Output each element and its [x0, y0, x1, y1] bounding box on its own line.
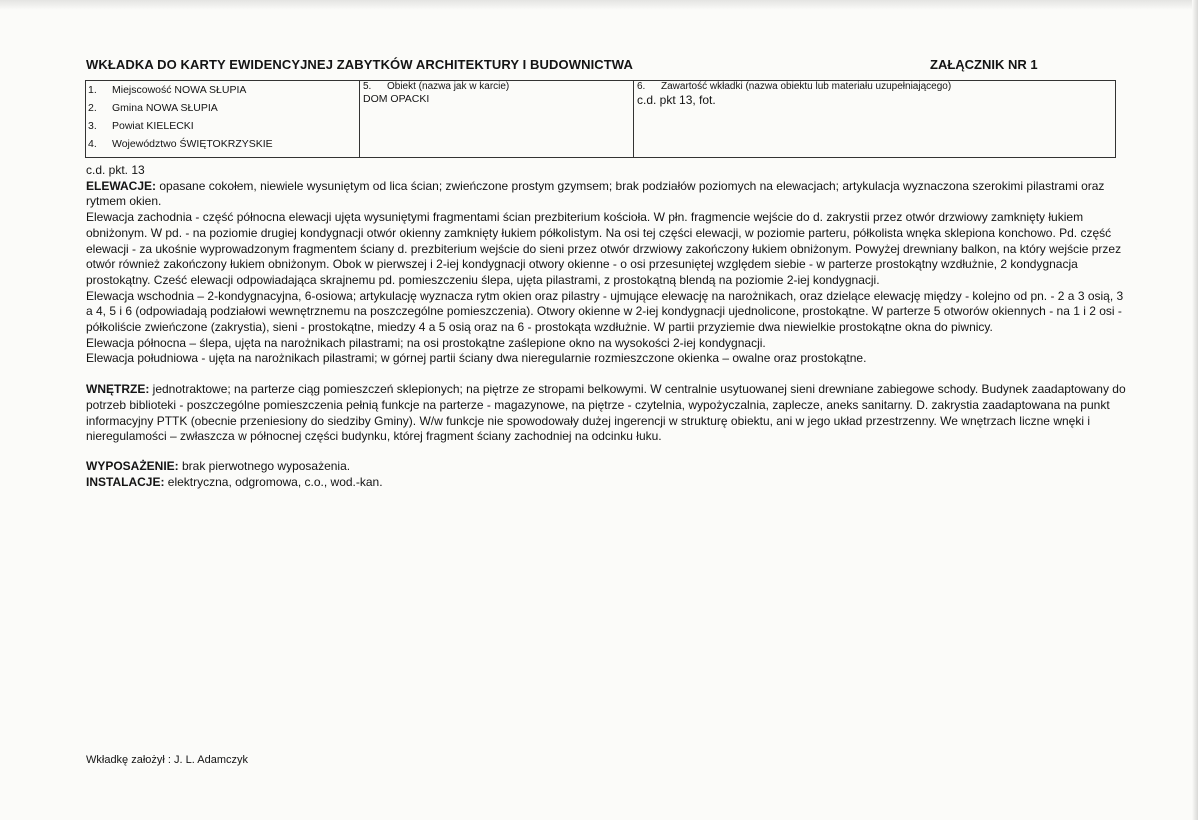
- locality: Miejscowość NOWA SŁUPIA: [112, 84, 247, 96]
- location-cell: [86, 81, 360, 157]
- voivodeship: Województwo ŚWIĘTOKRZYSKIE: [112, 138, 273, 150]
- elevations-heading: ELEWACJE:: [86, 178, 157, 193]
- object-label-text: Obiekt (nazwa jak w karcie): [387, 81, 510, 92]
- spacer: [86, 445, 1126, 459]
- equipment-heading: WYPOSAŻENIE:: [86, 458, 179, 473]
- cell-number: 5.: [363, 81, 372, 92]
- annex-label: ZAŁĄCZNIK NR 1: [930, 57, 1038, 72]
- installations-text: elektryczna, odgromowa, c.o., wod.-kan.: [164, 474, 383, 489]
- author-note: Wkładkę założył : J. L. Adamczyk: [86, 754, 248, 766]
- cell-number: 6.: [637, 81, 646, 92]
- row-number: 1.: [88, 84, 97, 96]
- elevations-text: opasane cokołem, niewiele wysuniętym od lica ścian; zwieńczone prostym gzymsem; brak podziałów poziomych na elewacjach; artykulacja wyznaczona szerokimi pilastrami oraz rytmem okien.: [86, 178, 1105, 209]
- insert-contents-value: c.d. pkt 13, fot.: [637, 93, 716, 107]
- commune: Gmina NOWA SŁUPIA: [112, 102, 218, 114]
- document-body: [86, 163, 1126, 490]
- row-number: 2.: [88, 102, 97, 114]
- object-label: [360, 81, 633, 93]
- insert-contents-cell: [634, 81, 1115, 157]
- location-row: [86, 117, 359, 135]
- insert-contents-label-text: Zawartość wkładki (nazwa obiektu lub materiału uzupełniającego): [661, 81, 952, 92]
- location-row: [86, 81, 359, 99]
- location-row: [86, 99, 359, 117]
- equipment-section: [86, 459, 1126, 475]
- object-cell: [360, 81, 634, 157]
- continuation-note: c.d. pkt. 13: [86, 163, 145, 177]
- county: Powiat KIELECKI: [112, 120, 194, 132]
- interior-text: jednotraktowe; na parterze ciąg pomieszczeń sklepionych; na piętrze ze stropami belkowymi. W centralnie usytuowanej sieni drewniane zabiegowe schody. Budynek zaadaptowany do potrzeb biblioteki - poszczególne pomieszczenia pełnią funkcje na parterze - magazynowe, na piętrze - czytelnia, wypożyczalnia, zaplecze, aneks sanitarny. D. zakrystia zaadaptowana na punkt informacyjny PTTK (obecnie przeniesiony do siedziby Gminy). W/w funkcje nie spowodowały dużej ingerencji w strukturę obiektu, ani w jego układ przestrzenny. We wnętrzach liczne wnęki i nieregulamości – zwłaszcza w północnej części budynku, której fragment ściany zachodniej na odcinku łuku.: [86, 382, 1126, 444]
- interior-section: [86, 382, 1126, 445]
- info-table: [85, 80, 1116, 158]
- spacer: [86, 367, 1126, 382]
- scan-top-edge: [0, 0, 1198, 10]
- insert-contents-label: [634, 81, 1115, 93]
- row-number: 3.: [88, 120, 97, 132]
- installations-heading: INSTALACJE:: [86, 474, 165, 489]
- document-header: [86, 57, 1048, 75]
- elevations-section: [86, 179, 1126, 210]
- south-elevation: Elewacja południowa - ujęta na narożnikach pilastrami; w górnej partii ściany dwa nieregularnie rozmieszczone okienka – owalne oraz prostokątne.: [86, 351, 867, 366]
- row-number: 4.: [88, 138, 97, 150]
- document-title: WKŁADKA DO KARTY EWIDENCYJNEJ ZABYTKÓW ARCHITEKTURY I BUDOWNICTWA: [86, 57, 633, 72]
- scan-right-edge: [1192, 0, 1198, 820]
- equipment-text: brak pierwotnego wyposażenia.: [178, 458, 351, 473]
- east-elevation: Elewacja wschodnia – 2-kondygnacyjna, 6-osiowa; artykulację wyznacza rytm okien oraz pilastry - ujmujące elewację na narożnikach, oraz dzielące elewację między - kolejno od pn. - 2 a 3 osią, 3 a 4, 5 i 6 (odpowiadają podziałowi wewnętrznemu na poszczególne pomieszczenia). Otwory okienne w 2-iej kondygnacji ujednolicone, prostokątne. W parterze 5 otworów okiennych - na 1 i 2 osi - półkoliście zwieńczone (zakrystia), sieni - prostokątne, miedzy 4 a 5 osią oraz na 6 - prostokąta wzdłużnie. W partii przyziemie dwa niewielkie prostokątne okna do piwnicy.: [86, 288, 1124, 335]
- object-name: DOM OPACKI: [363, 93, 430, 105]
- location-row: [86, 135, 359, 153]
- installations-section: [86, 475, 1126, 491]
- west-elevation: Elewacja zachodnia - część północna elewacji ujęta wysuniętymi fragmentami ścian prezbiterium kościoła. W płn. fragmencie wejście do d. zakrystii przez otwór drzwiowy zamknięty łukiem obniżonym. W pd. - na poziomie drugiej kondygnacji otwór okienny zamknięty łukiem półkolistym. Na osi tej części elewacji, w poziomie parteru, półkolista wnęka sklepiona konchowo. Pd. część elewacji - za ukośnie wyprowadzonym fragmentem ściany d. prezbiterium wejście do sieni przez otwór drzwiowy zakończony łukiem obniżonym. Powyżej drewniany balkon, na który wejście przez otwór również zakończony łukiem obniżonym. Obok w pierwszej i 2-iej kondygnacji otwory okienne - o osi przesuniętej względem siebie - w parterze prostokątny wzdłużnie, 2 kondygnacja prostokątny. Cześć elewacji odpowiadająca skrajnemu pd. pomieszczeniu ślepa, ujęta pilastrami, z prostokątną blendą na poziomie 2-iej kondygnacji.: [86, 210, 1122, 287]
- interior-heading: WNĘTRZE:: [86, 382, 150, 397]
- north-elevation: Elewacja północna – ślepa, ujęta na narożnikach pilastrami; na osi prostokątne zaślepione okno na wysokości 2-iej kondygnacji.: [86, 335, 766, 350]
